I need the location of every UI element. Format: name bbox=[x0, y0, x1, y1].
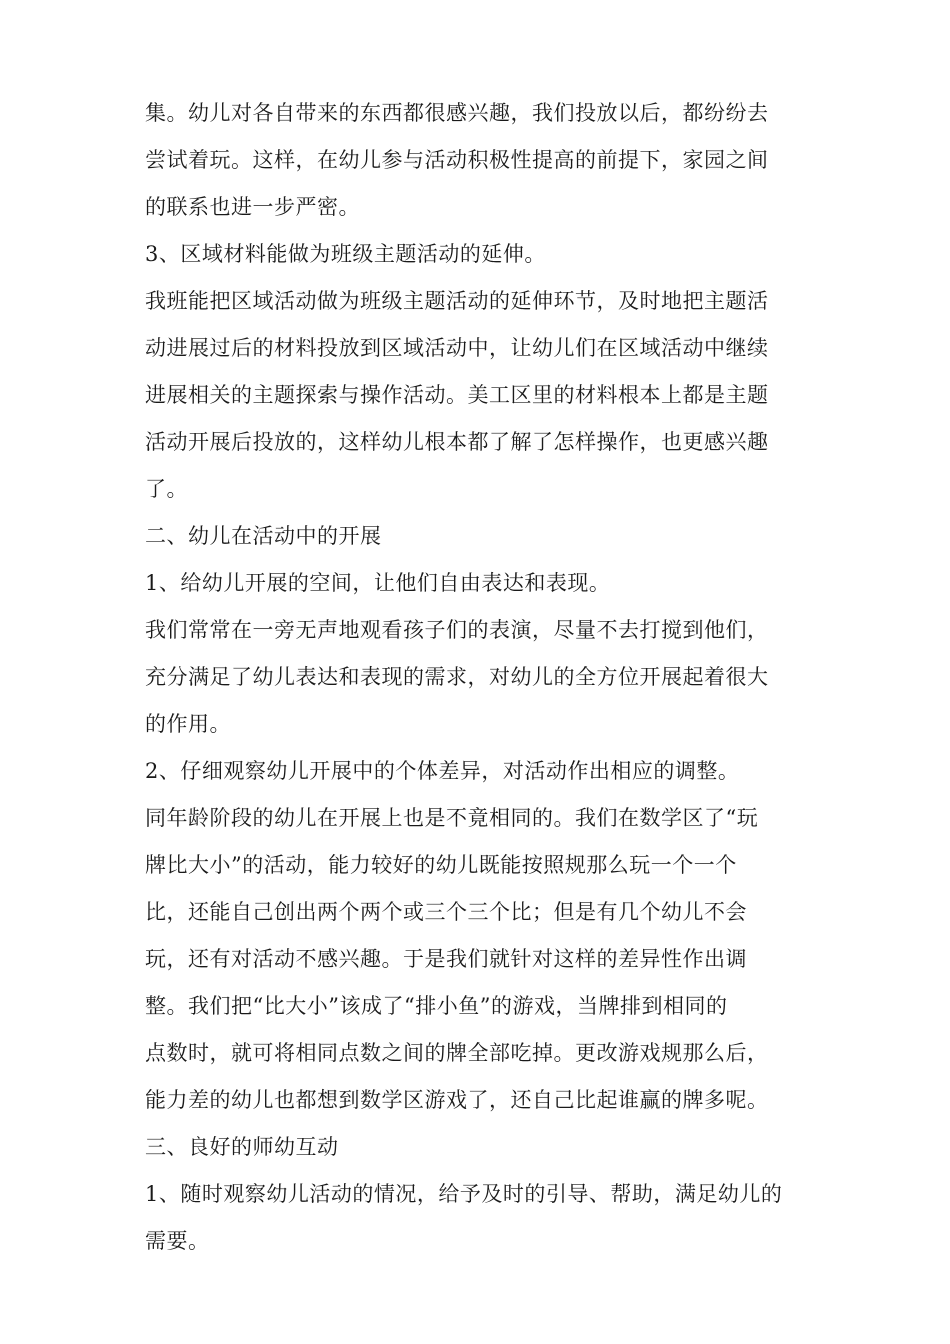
text-line: 比，还能自己创出两个两个或三个三个比；但是有几个幼儿不会 bbox=[145, 900, 747, 924]
text-line: 动进展过后的材料投放到区域活动中，让幼儿们在区域活动中继续 bbox=[145, 336, 769, 360]
text-line: 尝试着玩。这样，在幼儿参与活动积极性提高的前提下，家园之间 bbox=[145, 148, 769, 172]
text-line: 活动开展后投放的，这样幼儿根本都了解了怎样操作，也更感兴趣 bbox=[145, 430, 769, 454]
text-line: 我们常常在一旁无声地观看孩子们的表演，尽量不去打搅到他们， bbox=[145, 618, 769, 642]
text-line: 的联系也进一步严密。 bbox=[145, 195, 360, 219]
text-line: 能力差的幼儿也都想到数学区游戏了，还自己比起谁赢的牌多呢。 bbox=[145, 1088, 769, 1112]
text-line: 整。我们把“比大小”该成了“排小鱼”的游戏，当牌排到相同的 bbox=[145, 994, 728, 1018]
text-line: 同年龄阶段的幼儿在开展上也是不竟相同的。我们在数学区了“玩 bbox=[145, 806, 759, 830]
text-line: 的作用。 bbox=[145, 712, 231, 736]
text-line: 我班能把区域活动做为班级主题活动的延伸环节，及时地把主题活 bbox=[145, 289, 769, 313]
section-heading: 二、幼儿在活动中的开展 bbox=[145, 524, 382, 548]
text-line: 需要。 bbox=[145, 1229, 210, 1253]
text-line: 玩，还有对活动不感兴趣。于是我们就针对这样的差异性作出调 bbox=[145, 947, 747, 971]
section-heading: 2、仔细观察幼儿开展中的个体差异，对活动作出相应的调整。 bbox=[145, 759, 740, 783]
text-line: 进展相关的主题探索与操作活动。美工区里的材料根本上都是主题 bbox=[145, 383, 769, 407]
text-line: 集。幼儿对各自带来的东西都很感兴趣，我们投放以后，都纷纷去 bbox=[145, 101, 769, 125]
text-line: 充分满足了幼儿表达和表现的需求，对幼儿的全方位开展起着很大 bbox=[145, 665, 769, 689]
section-heading: 三、良好的师幼互动 bbox=[145, 1135, 339, 1159]
document-body bbox=[145, 90, 825, 1265]
section-heading: 3、区域材料能做为班级主题活动的延伸。 bbox=[145, 242, 546, 266]
text-line: 了。 bbox=[145, 477, 188, 501]
text-line: 点数时，就可将相同点数之间的牌全部吃掉。更改游戏规那么后， bbox=[145, 1041, 769, 1065]
section-heading: 1、随时观察幼儿活动的情况，给予及时的引导、帮助，满足幼儿的 bbox=[145, 1182, 783, 1206]
text-line: 牌比大小”的活动，能力较好的幼儿既能按照规那么玩一个一个 bbox=[145, 853, 737, 877]
section-heading: 1、给幼儿开展的空间，让他们自由表达和表现。 bbox=[145, 571, 611, 595]
